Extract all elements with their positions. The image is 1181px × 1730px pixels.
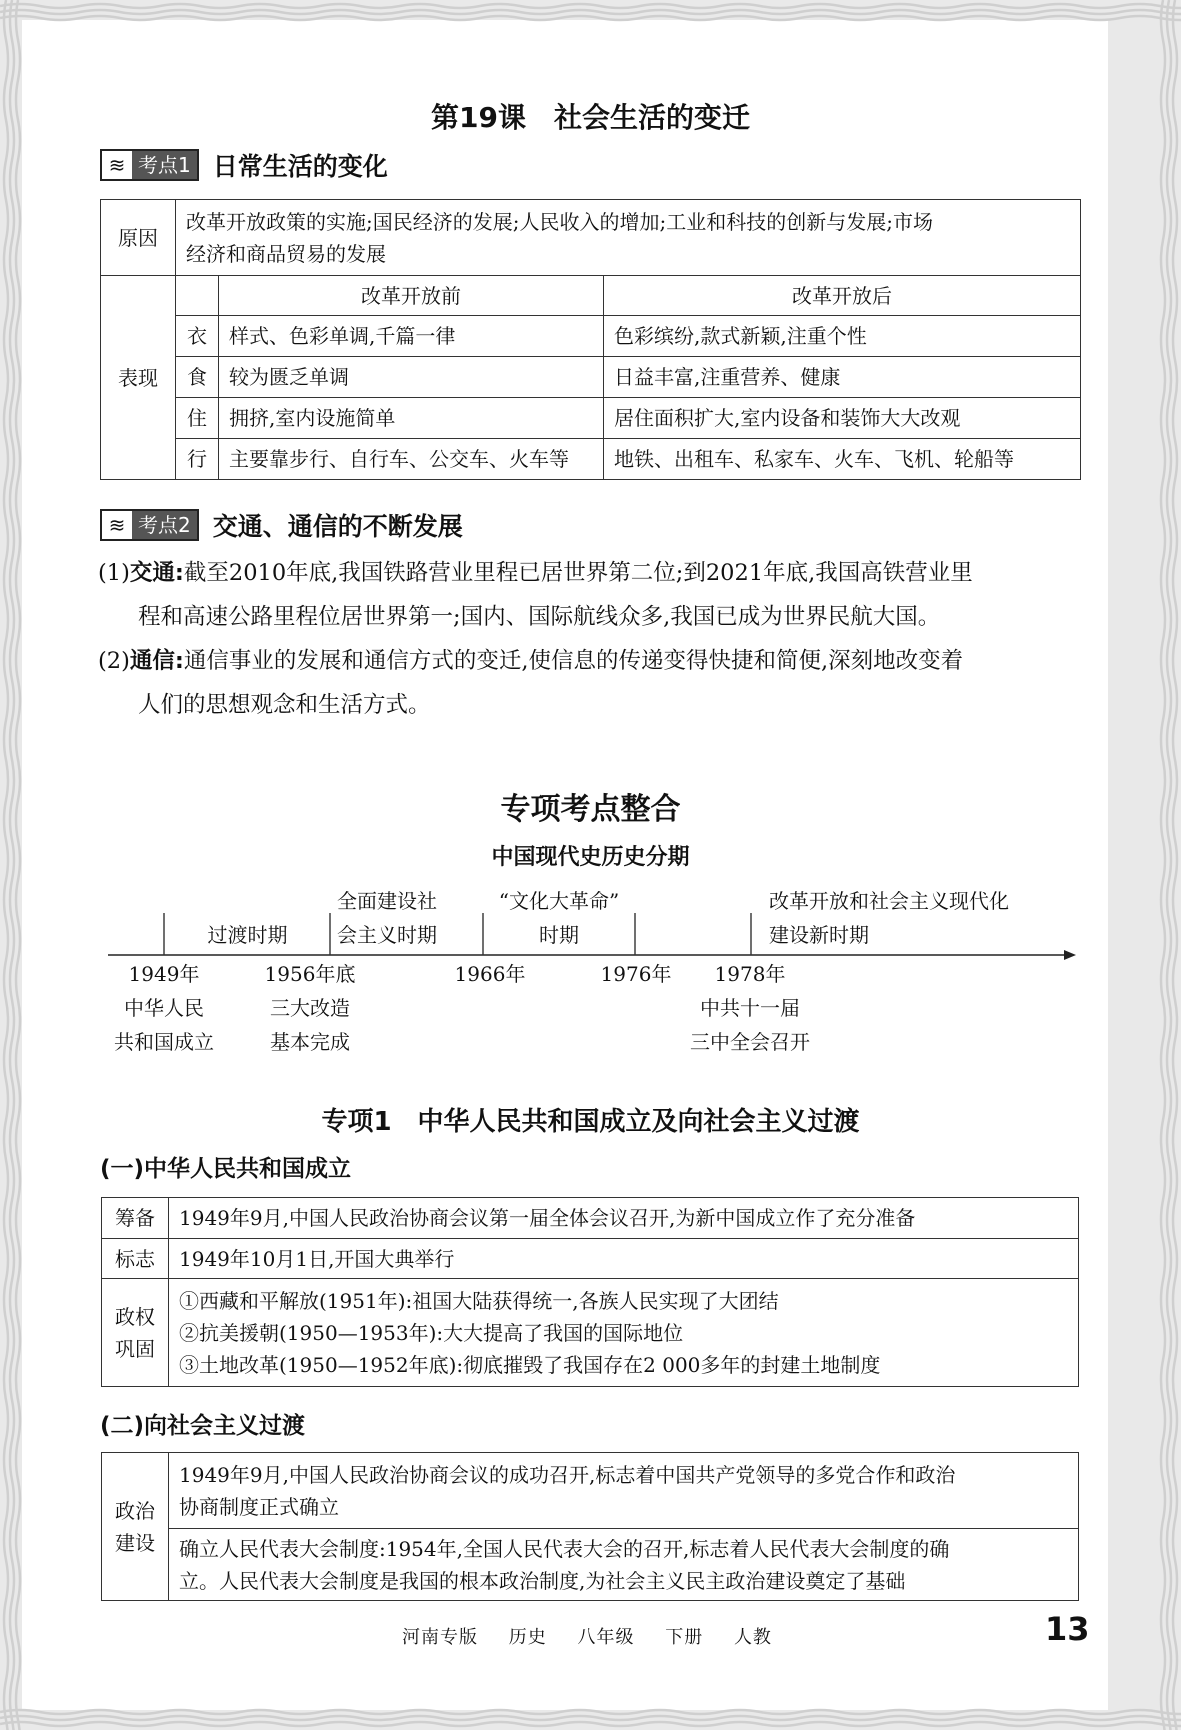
- row-label-line: 政权: [115, 1304, 155, 1329]
- event-label: 三大改造: [270, 996, 350, 1020]
- after-cell: 日益丰富,注重营养、健康: [604, 357, 1081, 398]
- before-cell: 较为匮乏单调: [219, 357, 604, 398]
- event-year: 1956年底: [264, 962, 356, 986]
- item-keyword: 通信:: [129, 648, 184, 674]
- before-cell: 拥挤,室内设施简单: [219, 398, 604, 439]
- footer-volume: 下册: [665, 1627, 704, 1648]
- row-text: 1949年10月1日,开国大典举行: [169, 1239, 1079, 1279]
- row-label: [102, 1279, 169, 1387]
- row-text: 1949年9月,中国人民政治协商会议第一届全体会议召开,为新中国成立作了充分准备: [169, 1198, 1079, 1239]
- event-label: 共和国成立: [114, 1030, 214, 1054]
- period-label: 过渡时期: [207, 923, 288, 947]
- text-line: 协商制度正式确立: [179, 1494, 339, 1519]
- row-label-line: 政治: [115, 1498, 155, 1523]
- event-label: 中共十一届: [700, 996, 800, 1020]
- paragraph-line: 程和高速公路里程位居世界第一;国内、国际航线众多,我国已成为世界民航大国。: [138, 604, 941, 630]
- reason-text-line: 经济和商品贸易的发展: [186, 241, 386, 266]
- key-point-tag: 考点2: [132, 511, 197, 539]
- footer-grade: 八年级: [577, 1627, 635, 1648]
- period-label: 改革开放和社会主义现代化: [769, 889, 1009, 913]
- footer-subject: 历史: [508, 1627, 547, 1648]
- period-label: 全面建设社: [337, 889, 437, 913]
- period-construction: [337, 884, 437, 952]
- row-label: [102, 1453, 169, 1601]
- category-cell: 住: [176, 398, 219, 439]
- event-year: 1966年: [454, 962, 526, 986]
- event-label: 三中全会召开: [690, 1030, 810, 1054]
- item-number: (1): [98, 560, 130, 586]
- category-cell: 行: [176, 439, 219, 480]
- period-reform: [769, 884, 1009, 952]
- key-point-tag: 考点1: [132, 151, 197, 179]
- category-cell: 衣: [176, 316, 219, 357]
- row-label: 筹备: [102, 1198, 169, 1239]
- row-label: 标志: [102, 1239, 169, 1279]
- key-point-title: 日常生活的变化: [212, 152, 388, 181]
- table-row: [102, 1453, 1079, 1529]
- period-label: 建设新时期: [769, 923, 869, 947]
- col-after-header: 改革开放后: [604, 276, 1081, 316]
- event-label: 基本完成: [270, 1030, 350, 1054]
- event-1956: [240, 957, 380, 1059]
- row-text: [169, 1529, 1079, 1601]
- event-year: 1949年: [128, 962, 200, 986]
- event-1949: [94, 957, 234, 1059]
- period-label: 时期: [539, 923, 579, 947]
- period-label: “文化大革命”: [498, 889, 620, 913]
- text-line: 1949年9月,中国人民政治协商会议的成功召开,标志着中国共产党领导的多党合作和政治: [179, 1462, 956, 1487]
- event-1978: [670, 957, 830, 1059]
- item-keyword: 交通:: [129, 560, 184, 586]
- event-year: 1976年: [600, 962, 672, 986]
- after-cell: 色彩缤纷,款式新颖,注重个性: [604, 316, 1081, 357]
- text-line: 确立人民代表大会制度:1954年,全国人民代表大会的召开,标志着人民代表大会制度的确: [179, 1536, 950, 1561]
- footer-region: 河南专版: [402, 1627, 478, 1648]
- event-year: 1978年: [714, 962, 786, 986]
- special-1-subheading-1: (一)中华人民共和国成立: [100, 1156, 352, 1182]
- table-row: [102, 1279, 1079, 1387]
- event-label: 中华人民: [124, 996, 204, 1020]
- category-cell: 食: [176, 357, 219, 398]
- page-number: 13: [1045, 1610, 1090, 1648]
- list-item: ③土地改革(1950—1952年底):彻底摧毁了我国存在2 000多年的封建土地制度: [179, 1352, 881, 1377]
- special-1-subheading-2: (二)向社会主义过渡: [100, 1413, 306, 1439]
- socialism-transition-table: [101, 1452, 1079, 1601]
- row-label-line: 巩固: [115, 1336, 155, 1361]
- lesson-title: 第19课 社会生活的变迁: [431, 101, 750, 134]
- wave-lines-icon: ≋: [108, 153, 126, 177]
- before-cell: 主要靠步行、自行车、公交车、火车等: [219, 439, 604, 480]
- footer-edition: 人教: [733, 1627, 772, 1648]
- prc-founding-table: [101, 1197, 1079, 1387]
- period-transition: [170, 918, 325, 952]
- paragraph-line: 人们的思想观念和生活方式。: [138, 692, 431, 718]
- row-text: [169, 1453, 1079, 1529]
- row-text: [169, 1279, 1079, 1387]
- integration-title: 专项考点整合: [500, 792, 681, 827]
- paragraph-text: 通信事业的发展和通信方式的变迁,使信息的传递变得快捷和简便,深刻地改变着: [183, 648, 964, 674]
- table-row: [102, 1239, 1079, 1279]
- table-row: [102, 1198, 1079, 1239]
- list-item: ②抗美援朝(1950—1953年):大大提高了我国的国际地位: [179, 1320, 684, 1345]
- performance-label: 表现: [101, 276, 176, 480]
- after-cell: 居住面积扩大,室内设备和装饰大大改观: [604, 398, 1081, 439]
- reason-text-line: 改革开放政策的实施;国民经济的发展;人民收入的增加;工业和科技的创新与发展;市场: [186, 209, 933, 234]
- table-row: [102, 1529, 1079, 1601]
- row-label-line: 建设: [115, 1530, 155, 1555]
- event-1966: [420, 957, 560, 991]
- key-point-title: 交通、通信的不断发展: [212, 512, 463, 541]
- integration-subtitle: 中国现代史历史分期: [491, 845, 690, 870]
- special-1-title: 专项1 中华人民共和国成立及向社会主义过渡: [321, 1107, 860, 1137]
- period-label: 会主义时期: [337, 923, 437, 947]
- col-before-header: 改革开放前: [219, 276, 604, 316]
- period-cultural-revolution: [483, 884, 635, 952]
- reason-label: 原因: [101, 200, 176, 276]
- text-line: 立。人民代表大会制度是我国的根本政治制度,为社会主义民主政治建设奠定了基础: [179, 1568, 906, 1593]
- list-item: ①西藏和平解放(1951年):祖国大陆获得统一,各族人民实现了大团结: [179, 1288, 779, 1313]
- after-cell: 地铁、出租车、私家车、火车、飞机、轮船等: [604, 439, 1081, 480]
- page-footer: [402, 1623, 796, 1649]
- item-number: (2): [98, 648, 130, 674]
- paragraph-text: 截至2010年底,我国铁路营业里程已居世界第二位;到2021年底,我国高铁营业里: [183, 560, 973, 586]
- before-cell: 样式、色彩单调,千篇一律: [219, 316, 604, 357]
- wave-lines-icon: ≋: [108, 513, 126, 537]
